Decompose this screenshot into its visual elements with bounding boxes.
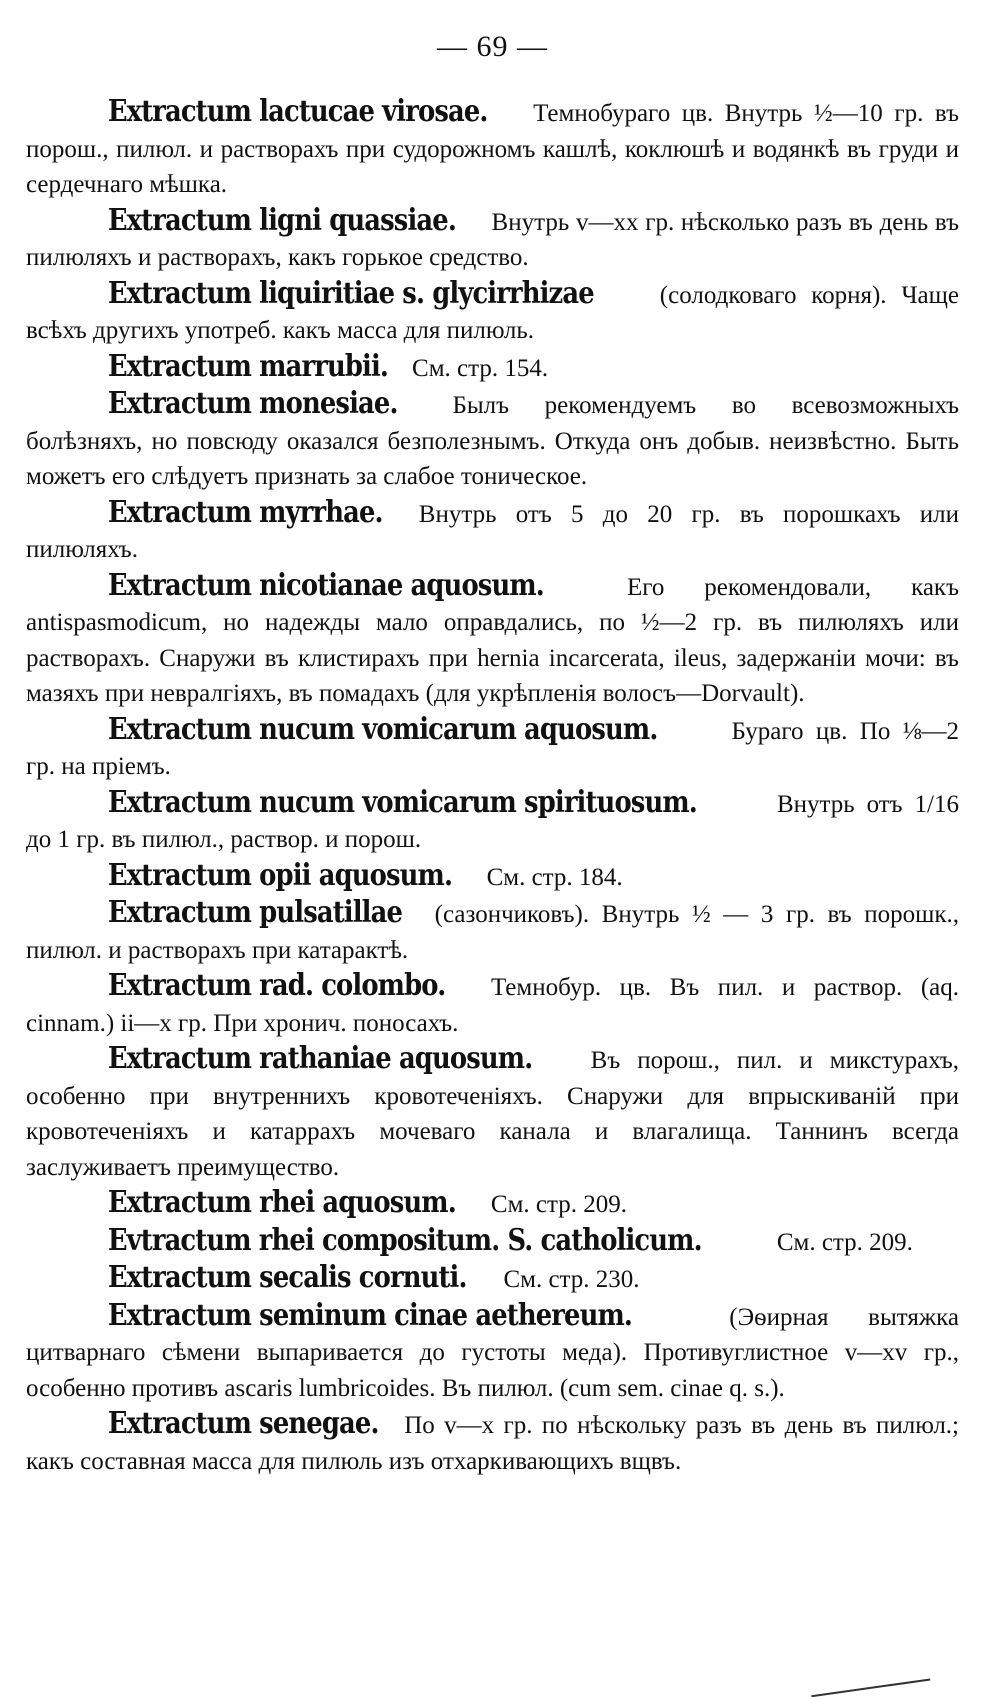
- entry-description: Внутрь отъ 1/16 до 1 гр. въ пилюл., раствор. и порош.: [26, 790, 960, 853]
- entry-description: См. стр. 209.: [490, 1191, 627, 1218]
- entry-term: Extractum marrubii.: [107, 348, 389, 384]
- dictionary-entry: [26, 1223, 959, 1261]
- dictionary-entry: [26, 1406, 959, 1479]
- dictionary-entry: [26, 276, 959, 349]
- entry-term: Extractum rathaniae aquosum.: [107, 1041, 533, 1076]
- entry-description: См. стр. 184.: [486, 863, 623, 891]
- entry-term: Extractum nucum vomicarum aquosum.: [107, 711, 658, 747]
- entry-description: (Эѳирная вытяжка цитварнаго сѣмени выпаривается до густоты меда). Противуглистное v—xv гр., особенно противъ ascaris lumbricoides. Въ пилюл. (cum sem. cinae q. s.).: [26, 1303, 960, 1402]
- dictionary-entry: [26, 1260, 959, 1298]
- entry-term: Extractum rad. colombo.: [107, 968, 446, 1003]
- entry-term: Evtractum rhei compositum. S. catholicum.: [107, 1222, 702, 1258]
- dictionary-entry: [26, 968, 959, 1041]
- dictionary-entry: [26, 858, 959, 896]
- dictionary-entry: [26, 1185, 959, 1223]
- entry-description: Его рекомендовали, какъ antispasmodicum, но надежды мало оправдались, по ½—2 гр. въ пилюляхъ или растворахъ. Снаружи въ клистирахъ при hernia incarcerata, ileus, задержаніи мочи: въ мазяхъ при невралгіяхъ, въ помадахъ (для укрѣпленія волосъ—Dorvault).: [26, 573, 960, 707]
- dictionary-entry: [26, 349, 959, 387]
- entry-term: Extractum liquiritiae s. glycirrhizae: [107, 275, 594, 311]
- entry-term: Extractum seminum cinae aethereum.: [107, 1297, 633, 1333]
- dictionary-entry: [26, 1298, 959, 1407]
- dictionary-entry: [26, 712, 959, 785]
- entry-description: Внутрь отъ 5 до 20 гр. въ порошкахъ или пилюляхъ.: [26, 500, 959, 563]
- entry-term: Extractum ligni quassiae.: [107, 202, 456, 238]
- entry-description: Бураго цв. По ⅛—2 гр. на пріемъ.: [26, 717, 960, 780]
- entry-description: Въ порош., пил. и микстурахъ, особенно при внутреннихъ кровотеченіяхъ. Снаружи для впрыскиваній при кровотеченіяхъ и катаррахъ мочеваго канала и влагалища. Таннинъ всегда заслуживаетъ преимущество.: [26, 1047, 959, 1181]
- dictionary-entry: [26, 203, 959, 276]
- dictionary-entry: [26, 386, 959, 495]
- entry-term: Extractum opii aquosum.: [107, 857, 453, 893]
- entry-term: Extractum senegae.: [107, 1406, 379, 1441]
- dictionary-entry: [26, 94, 959, 203]
- entry-description: (сазончиковъ). Внутрь ½ — 3 гр. въ порошк., пилюл. и растворахъ при катарактѣ.: [26, 901, 959, 964]
- entry-description: Темнобур. цв. Въ пил. и раствор. (aq. cinnam.) ii—x гр. При хронич. поносахъ.: [26, 974, 960, 1037]
- entry-description: По v—x гр. по нѣскольку разъ въ день въ пилюл.; какъ составная масса для пилюль изъ отхаркивающихъ вщвъ.: [26, 1412, 959, 1475]
- entry-list: [26, 94, 959, 1479]
- entry-description: Внутрь v—xx гр. нѣсколько разъ въ день въ пилюляхъ и растворахъ, какъ горькое средство.: [26, 208, 960, 271]
- entry-term: Extractum myrrhae.: [107, 494, 383, 530]
- dictionary-entry: [26, 568, 959, 712]
- entry-term: Extractum nucum vomicarum spirituosum.: [107, 784, 697, 820]
- page-number: — 69 —: [437, 30, 548, 63]
- entry-description: Былъ рекомендуемъ во всевозможныхъ болѣзняхъ, но повсюду оказался безполезнымъ. Откуда онъ добыв. неизвѣстно. Быть можетъ его слѣдуетъ признать за слабое тоническое.: [26, 392, 960, 490]
- entry-term: Extractum secalis cornuti.: [107, 1260, 467, 1295]
- entry-description: См. стр. 209.: [776, 1228, 913, 1256]
- entry-description: См. стр. 230.: [503, 1266, 640, 1293]
- entry-description: Темнобураго цв. Внутрь ½—10 гр. въ порош., пилюл. и растворахъ при судорожномъ кашлѣ, коклюшѣ и водянкѣ въ груди и сердечнаго мѣшка.: [26, 100, 960, 198]
- entry-term: Extractum rhei aquosum.: [107, 1185, 456, 1220]
- entry-term: Extractum monesiae.: [107, 386, 398, 421]
- entry-term: Extractum lactucae virosae.: [107, 94, 488, 129]
- dictionary-entry: [26, 785, 959, 858]
- dictionary-entry: [26, 895, 959, 968]
- entry-description: См. стр. 154.: [412, 354, 549, 382]
- entry-term: Extractum nicotianae aquosum.: [107, 567, 544, 603]
- entry-description: (солодковаго корня). Чаще всѣхъ другихъ употреб. какъ масса для пилюль.: [26, 281, 960, 344]
- pencil-mark: [808, 1653, 931, 1697]
- entry-term: Extractum pulsatillae: [107, 895, 403, 930]
- dictionary-entry: [26, 495, 959, 568]
- dictionary-entry: [26, 1041, 959, 1185]
